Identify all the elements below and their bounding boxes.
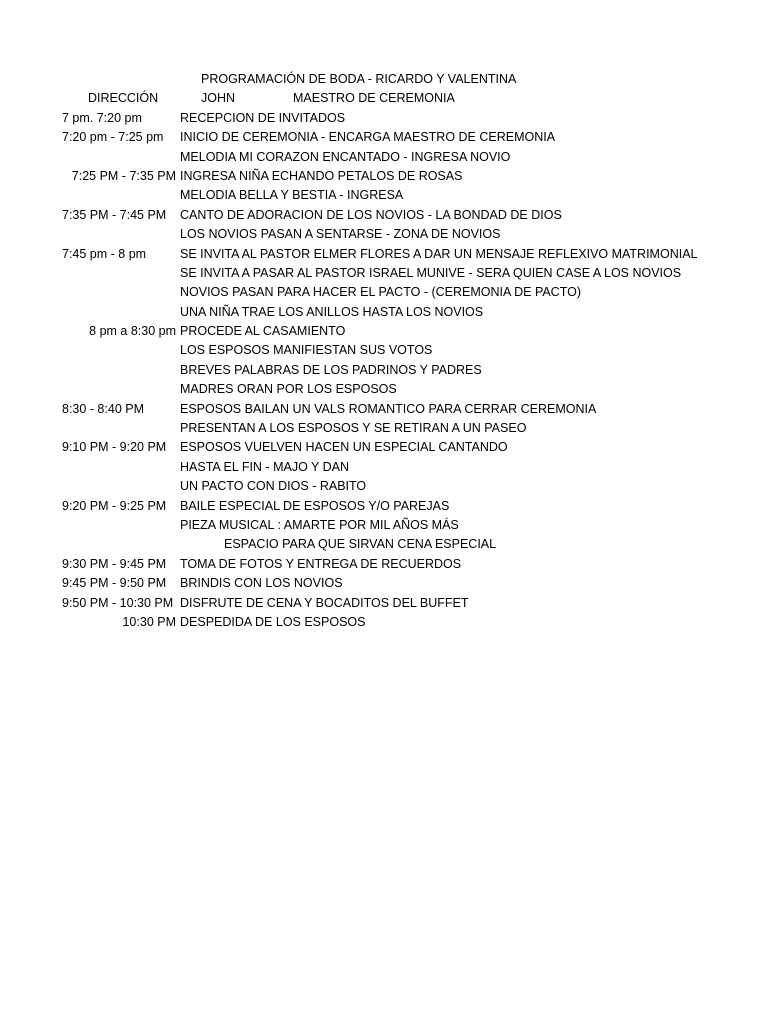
document-title: PROGRAMACIÓN DE BODA - RICARDO Y VALENTINA	[201, 72, 517, 86]
activity-cell: PIEZA MUSICAL : AMARTE POR MIL AÑOS MÁS	[180, 517, 459, 532]
table-row	[0, 574, 768, 593]
time-cell: 9:30 PM - 9:45 PM	[62, 556, 167, 571]
activity-cell: BREVES PALABRAS DE LOS PADRINOS Y PADRES	[180, 362, 482, 377]
activity-cell: SE INVITA AL PASTOR ELMER FLORES A DAR UN MENSAJE REFLEXIVO MATRIMONIAL	[180, 246, 698, 261]
table-row	[0, 497, 768, 516]
activity-cell: CANTO DE ADORACION DE LOS NOVIOS - LA BONDAD DE DIOS	[180, 207, 562, 222]
activity-cell: INICIO DE CEREMONIA - ENCARGA MAESTRO DE CEREMONIA	[180, 130, 556, 145]
activity-cell: DESPEDIDA DE LOS ESPOSOS	[180, 614, 366, 629]
table-row	[0, 341, 768, 360]
activity-cell: ESPOSOS BAILAN UN VALS ROMANTICO PARA CERRAR CEREMONIA	[180, 401, 597, 416]
activity-cell: MELODIA BELLA Y BESTIA - INGRESA	[180, 188, 404, 203]
time-cell: 8 pm a 8:30 pm	[89, 324, 176, 339]
table-row	[0, 380, 768, 399]
time-cell: 9:45 PM - 9:50 PM	[62, 576, 167, 591]
activity-cell: DISFRUTE DE CENA Y BOCADITOS DEL BUFFET	[180, 595, 469, 610]
time-cell: 9:50 PM - 10:30 PM	[62, 595, 174, 610]
table-row	[0, 361, 768, 380]
table-row	[0, 555, 768, 574]
table-row	[0, 594, 768, 613]
direction-name: JOHN	[201, 91, 236, 106]
title-row	[0, 70, 768, 89]
schedule-sheet	[0, 70, 768, 632]
activity-cell: ESPOSOS VUELVEN HACEN UN ESPECIAL CANTANDO	[180, 440, 508, 455]
role-label: MAESTRO DE CEREMONIA	[293, 91, 455, 106]
header-row	[0, 89, 768, 108]
time-cell: 7:35 PM - 7:45 PM	[62, 207, 167, 222]
table-row	[0, 613, 768, 632]
table-row	[0, 128, 768, 147]
activity-cell: SE INVITA A PASAR AL PASTOR ISRAEL MUNIVE - SERA QUIEN CASE A LOS NOVIOS	[180, 265, 682, 280]
time-cell: 7:20 pm - 7:25 pm	[62, 130, 164, 145]
activity-cell: MADRES ORAN POR LOS ESPOSOS	[180, 382, 397, 397]
table-row	[0, 438, 768, 457]
activity-cell: UN PACTO CON DIOS - RABITO	[180, 479, 367, 494]
time-cell: 8:30 - 8:40 PM	[62, 401, 144, 416]
activity-cell: HASTA EL FIN - MAJO Y DAN	[180, 459, 350, 474]
time-cell: 7:25 PM - 7:35 PM	[71, 168, 176, 183]
activity-cell: NOVIOS PASAN PARA HACER EL PACTO - (CEREMONIA DE PACTO)	[180, 285, 582, 300]
table-row	[0, 206, 768, 225]
table-row	[0, 283, 768, 302]
table-row	[0, 303, 768, 322]
activity-cell: TOMA DE FOTOS Y ENTREGA DE RECUERDOS	[180, 556, 462, 571]
table-row	[0, 400, 768, 419]
table-row	[0, 419, 768, 438]
table-row	[0, 516, 768, 535]
time-cell: 7 pm. 7:20 pm	[62, 110, 142, 125]
table-row	[0, 186, 768, 205]
table-row	[0, 477, 768, 496]
time-cell: 9:10 PM - 9:20 PM	[62, 440, 167, 455]
table-row	[0, 322, 768, 341]
time-cell: 10:30 PM	[122, 614, 176, 629]
table-row	[0, 535, 768, 554]
table-row	[0, 458, 768, 477]
table-row	[0, 225, 768, 244]
activity-cell: BAILE ESPECIAL DE ESPOSOS Y/O PAREJAS	[180, 498, 450, 513]
activity-cell: UNA NIÑA TRAE LOS ANILLOS HASTA LOS NOVIOS	[180, 304, 484, 319]
table-row	[0, 109, 768, 128]
activity-cell: RECEPCION DE INVITADOS	[180, 110, 346, 125]
activity-cell: MELODIA MI CORAZON ENCANTADO - INGRESA NOVIO	[180, 149, 511, 164]
table-row	[0, 264, 768, 283]
time-cell: 9:20 PM - 9:25 PM	[62, 498, 167, 513]
activity-cell: PRESENTAN A LOS ESPOSOS Y SE RETIRAN A UN PASEO	[180, 421, 527, 436]
activity-cell: LOS NOVIOS PASAN A SENTARSE - ZONA DE NOVIOS	[180, 227, 501, 242]
activity-cell: ESPACIO PARA QUE SIRVAN CENA ESPECIAL	[224, 537, 497, 552]
table-row	[0, 148, 768, 167]
table-row	[0, 167, 768, 186]
table-row	[0, 245, 768, 264]
activity-cell: LOS ESPOSOS MANIFIESTAN SUS VOTOS	[180, 343, 433, 358]
time-cell: 7:45 pm - 8 pm	[62, 246, 147, 261]
direction-label: DIRECCIÓN	[88, 91, 159, 106]
activity-cell: BRINDIS CON LOS NOVIOS	[180, 576, 343, 591]
activity-cell: PROCEDE AL CASAMIENTO	[180, 324, 346, 339]
activity-cell: INGRESA NIÑA ECHANDO PETALOS DE ROSAS	[180, 168, 463, 183]
